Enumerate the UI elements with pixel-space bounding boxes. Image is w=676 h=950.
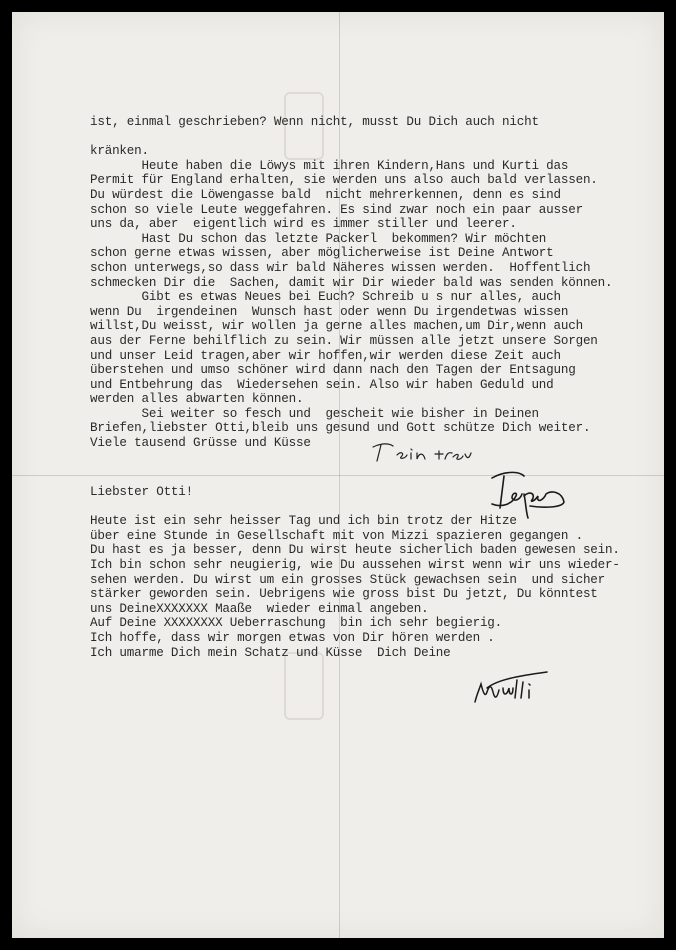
father-letter-line: überstehen und umso schöner wird dann nach den Tagen der Entsagung [90,363,576,378]
father-letter-line: Du würdest die Löwengasse bald nicht mehrerkennen, denn es sind [90,187,561,202]
mother-letter-line: uns DeineXXXXXXX Maaße wieder einmal angeben. [90,601,429,616]
father-letter-line: ist, einmal geschrieben? Wenn nicht, musst Du Dich auch nicht [90,115,539,129]
father-closing [367,437,477,467]
father-letter-line: Hast Du schon das letzte Packerl bekommen? Wir möchten [90,231,547,246]
father-letter-line: Heute haben die Löwys mit ihren Kindern,Hans und Kurti das [90,158,569,173]
mother-letter-line: sehen werden. Du wirst um ein grosses Stück gewachsen sein und sicher [90,572,606,587]
letter-sheet [12,12,664,938]
father-letter-line: kränken. [90,144,149,159]
father-letter-line: werden alles abwarten können. [90,392,304,407]
mother-letter-line: Ich bin schon sehr neugierig, wie Du aussehen wirst wenn wir uns wieder- [90,557,620,572]
father-letter-line: wenn Du irgendeinen Wunsch hast oder wenn Du irgendetwas wissen [90,304,569,319]
mother-letter-line: über eine Stunde in Gesellschaft mit von Mizzi spazieren gegangen . [90,528,583,543]
mother-letter-line: stärker geworden sein. Uebrigens wie gross bist Du jetzt, Du könntest [90,587,598,602]
father-letter-line: Briefen,liebster Otti,bleib uns gesund und Gott schütze Dich weiter. [90,421,591,436]
father-letter-body [90,115,650,451]
father-letter-line [90,130,650,145]
mother-letter-line: Heute ist ein sehr heisser Tag und ich bin trotz der Hitze [90,514,517,529]
watermark-mark [284,652,324,720]
father-letter-line: schon unterwegs,so dass wir bald Näheres wissen werden. Hoffentlich [90,260,591,275]
mother-signature [457,662,567,712]
mother-letter-line [90,500,650,515]
father-letter-line: willst,Du weisst, wir wollen ja gerne alles machen,um Dir,wenn auch [90,319,583,334]
mother-letter-body [90,485,650,660]
father-letter-line: Gibt es etwas Neues bei Euch? Schreib u s nur alles, auch [90,290,561,305]
mother-letter-line: Du hast es ja besser, denn Du wirst heute sicherlich baden gewesen sein. [90,543,620,558]
mother-letter-line: Ich umarme Dich mein Schatz und Küsse Dich Deine [90,645,451,660]
father-letter-line: Permit für England erhalten, sie werden uns also auch bald verlassen. [90,173,598,188]
father-letter-line: und unser Leid tragen,aber wir hoffen,wir werden diese Zeit auch [90,348,561,363]
father-letter-line: uns da, aber eigentlich wird es immer stiller und leerer. [90,217,517,232]
father-letter-line: Viele tausend Grüsse und Küsse [90,436,311,451]
father-letter-line: aus der Ferne behilflich zu sein. Wir müssen alle jetzt unsere Sorgen [90,333,598,348]
father-letter-line: Sei weiter so fesch und gescheit wie bisher in Deinen [90,406,539,421]
mother-letter-line: Ich hoffe, dass wir morgen etwas von Dir hören werden . [90,630,495,645]
mother-letter-line: Auf Deine XXXXXXXX Ueberraschung bin ich sehr begierig. [90,616,503,631]
father-letter-line: schon gerne etwas wissen, aber möglicherweise ist Deine Antwort [90,246,554,261]
father-letter-line: und Entbehrung das Wiedersehen sein. Also wir haben Geduld und [90,377,554,392]
father-letter-line: schon so viele Leute weggefahren. Es sind zwar noch ein paar ausser [90,202,583,217]
mother-letter-line: Liebster Otti! [90,485,194,499]
father-letter-line: schmecken Dir die Sachen, damit wir Dir wieder bald was senden können. [90,275,613,290]
